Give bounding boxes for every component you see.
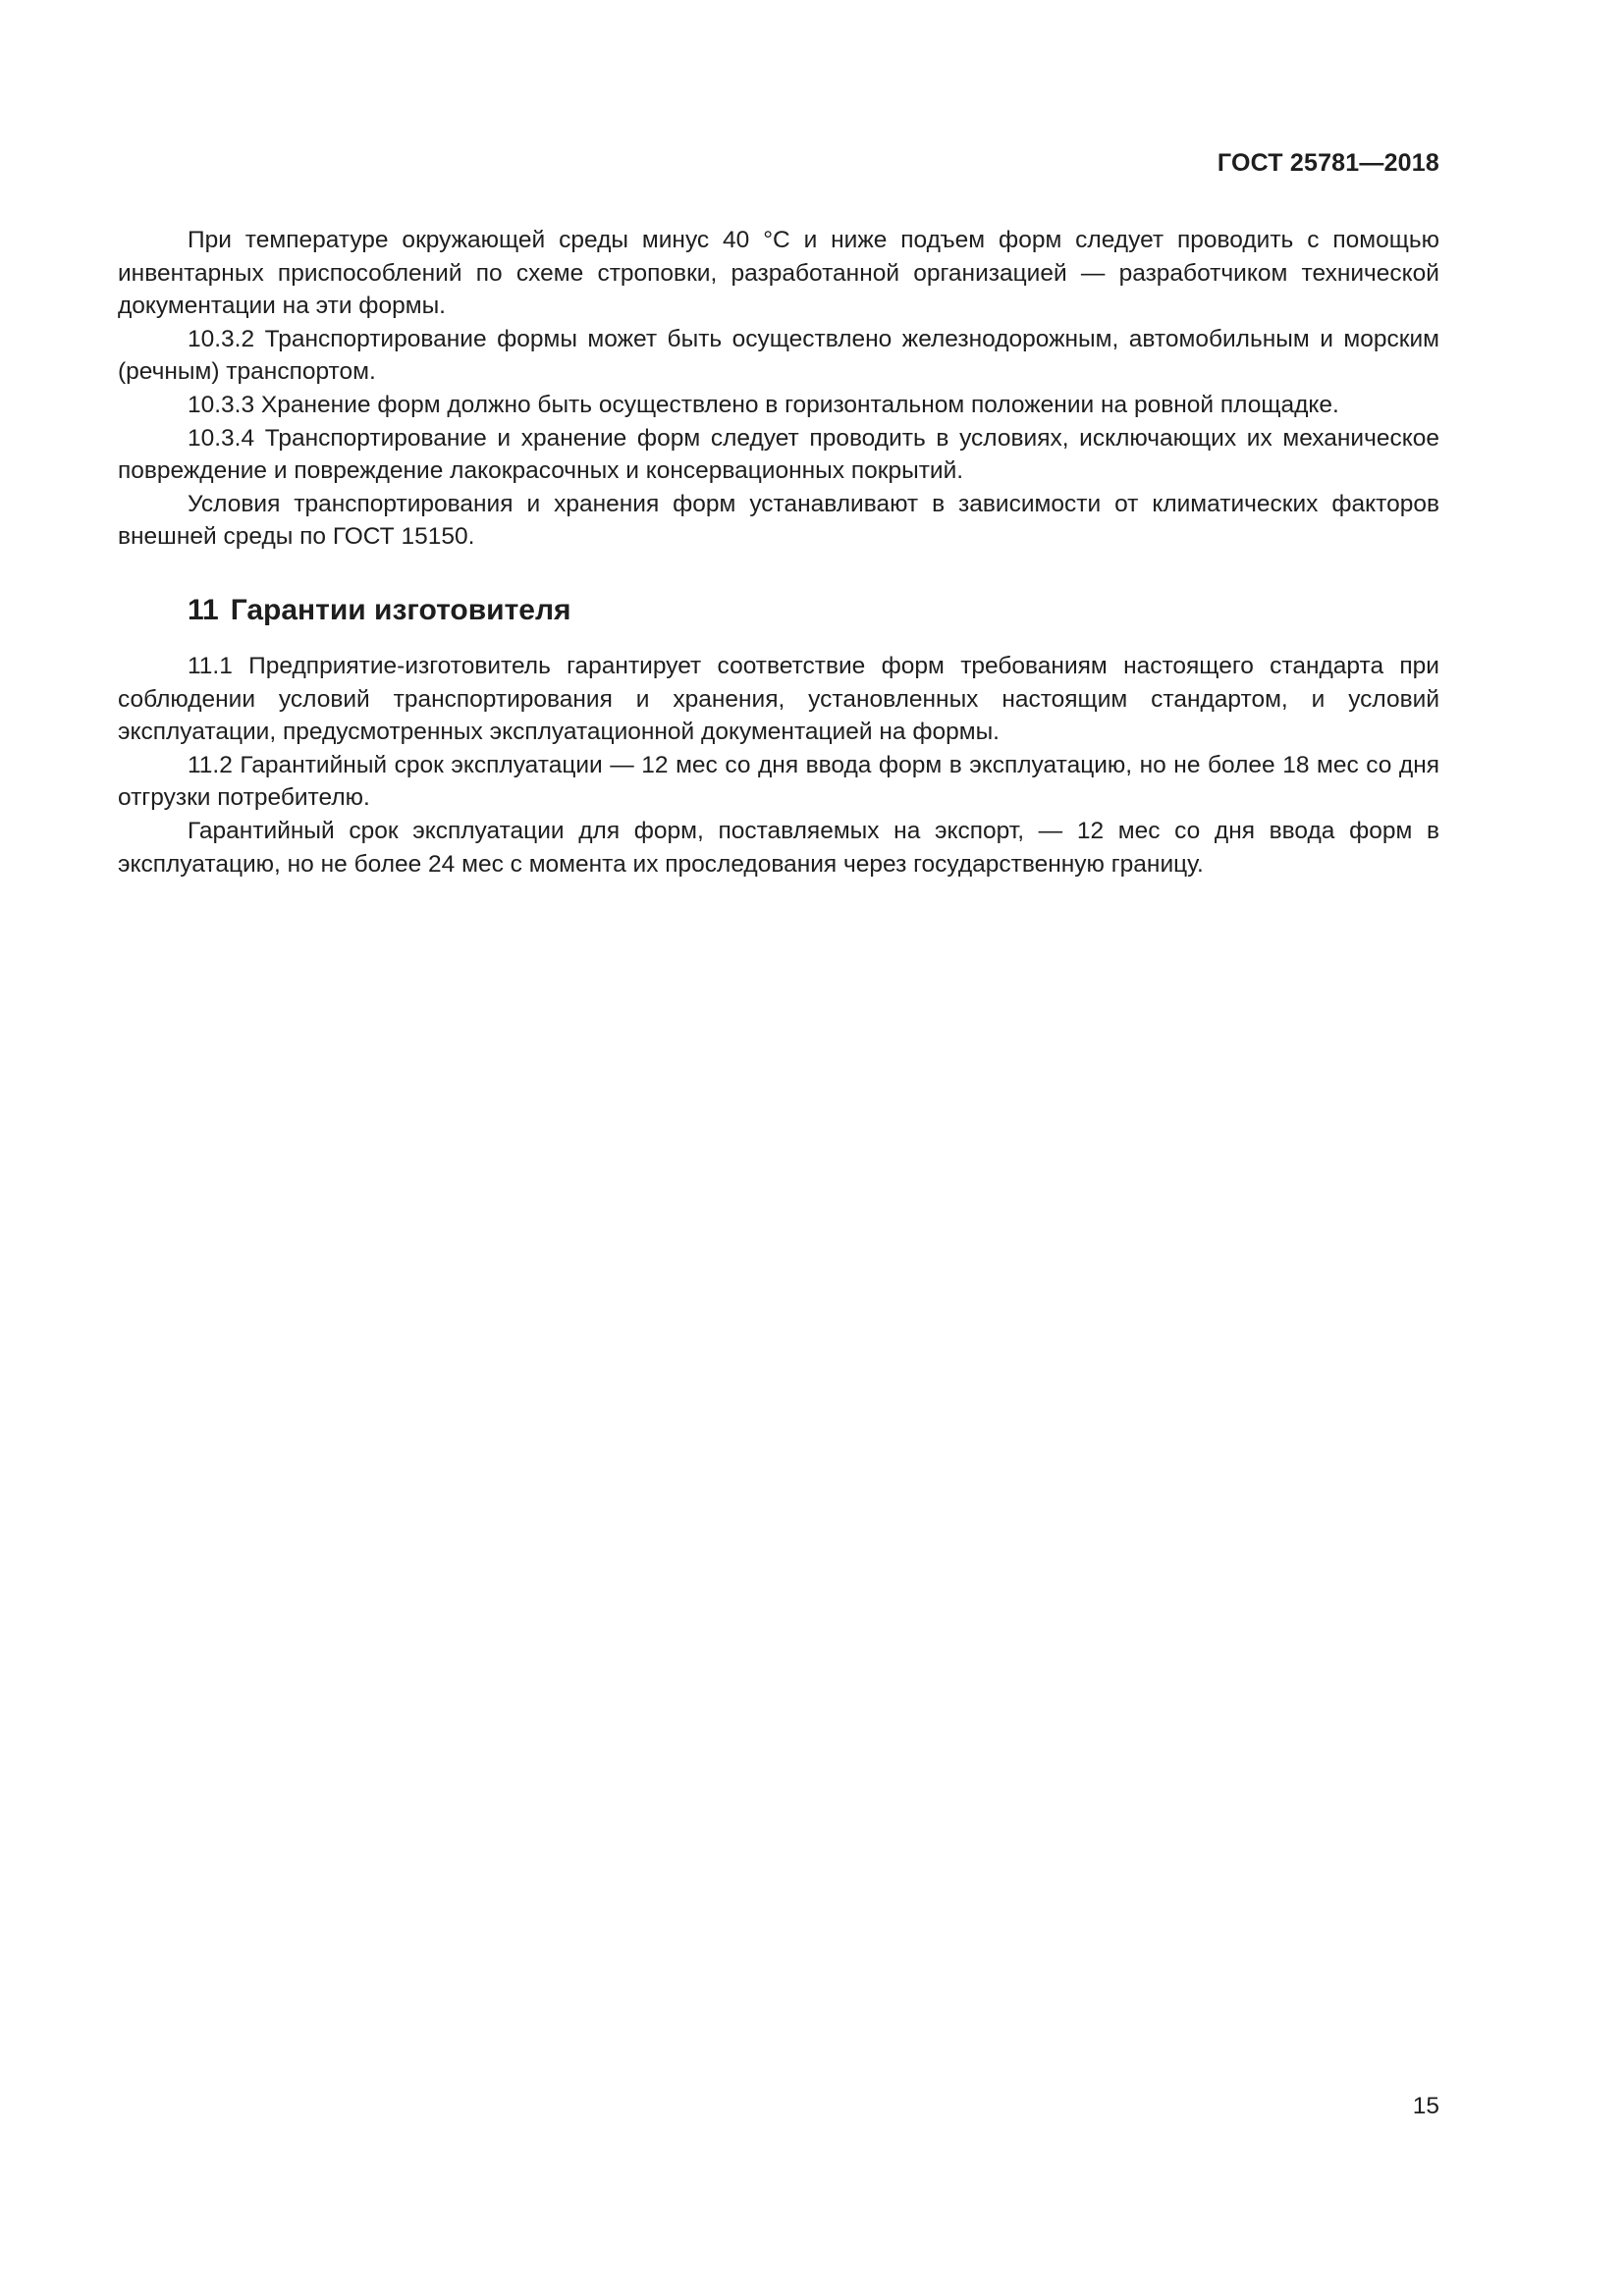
page-body <box>118 224 1439 881</box>
standard-header: ГОСТ 25781—2018 <box>1217 149 1439 177</box>
paragraph-11-2: 11.2 Гарантийный срок эксплуатации — 12 мес со дня ввода форм в эксплуатацию, но не более 18 мес со дня отгрузки потребителю. <box>118 751 1439 812</box>
section-number: 11 <box>188 593 219 626</box>
page-number: 15 <box>1412 2093 1439 2119</box>
paragraph-10-3-2: 10.3.2 Транспортирование формы может быть осуществлено железнодорожным, автомобильным и морским (речным) транспортом. <box>118 325 1439 386</box>
section-title: Гарантии изготовителя <box>230 593 571 626</box>
paragraph-10-3-4: 10.3.4 Транспортирование и хранение форм следует проводить в условиях, исключающих их механическое повреждение и повреждение лакокрасочных и консервационных покрытий. <box>118 424 1439 485</box>
paragraph-11-1: 11.1 Предприятие-изготовитель гарантирует соответствие форм требованиям настоящего стандарта при соблюдении условий транспортирования и хранения, установленных настоящим стандартом, и условий эксплуатации, предусмотренных эксплуатационной документацией на формы. <box>118 652 1439 746</box>
paragraph-lifting-conditions: При температуре окружающей среды минус 40 °С и ниже подъем форм следует проводить с помощью инвентарных приспособлений по схеме строповки, разработанной организацией — разработчиком технической документации на эти формы. <box>118 227 1439 320</box>
section-heading <box>118 593 1439 628</box>
paragraph-export-warranty: Гарантийный срок эксплуатации для форм, поставляемых на экспорт, — 12 мес со дня ввода форм в эксплуатацию, но не более 24 мес с момента их проследования через государственную границу. <box>118 817 1439 878</box>
paragraph-storage-conditions: Условия транспортирования и хранения форм устанавливают в зависимости от климатических факторов внешней среды по ГОСТ 15150. <box>118 490 1439 551</box>
paragraph-10-3-3: 10.3.3 Хранение форм должно быть осуществлено в горизонтальном положении на ровной площадке. <box>188 391 1339 418</box>
